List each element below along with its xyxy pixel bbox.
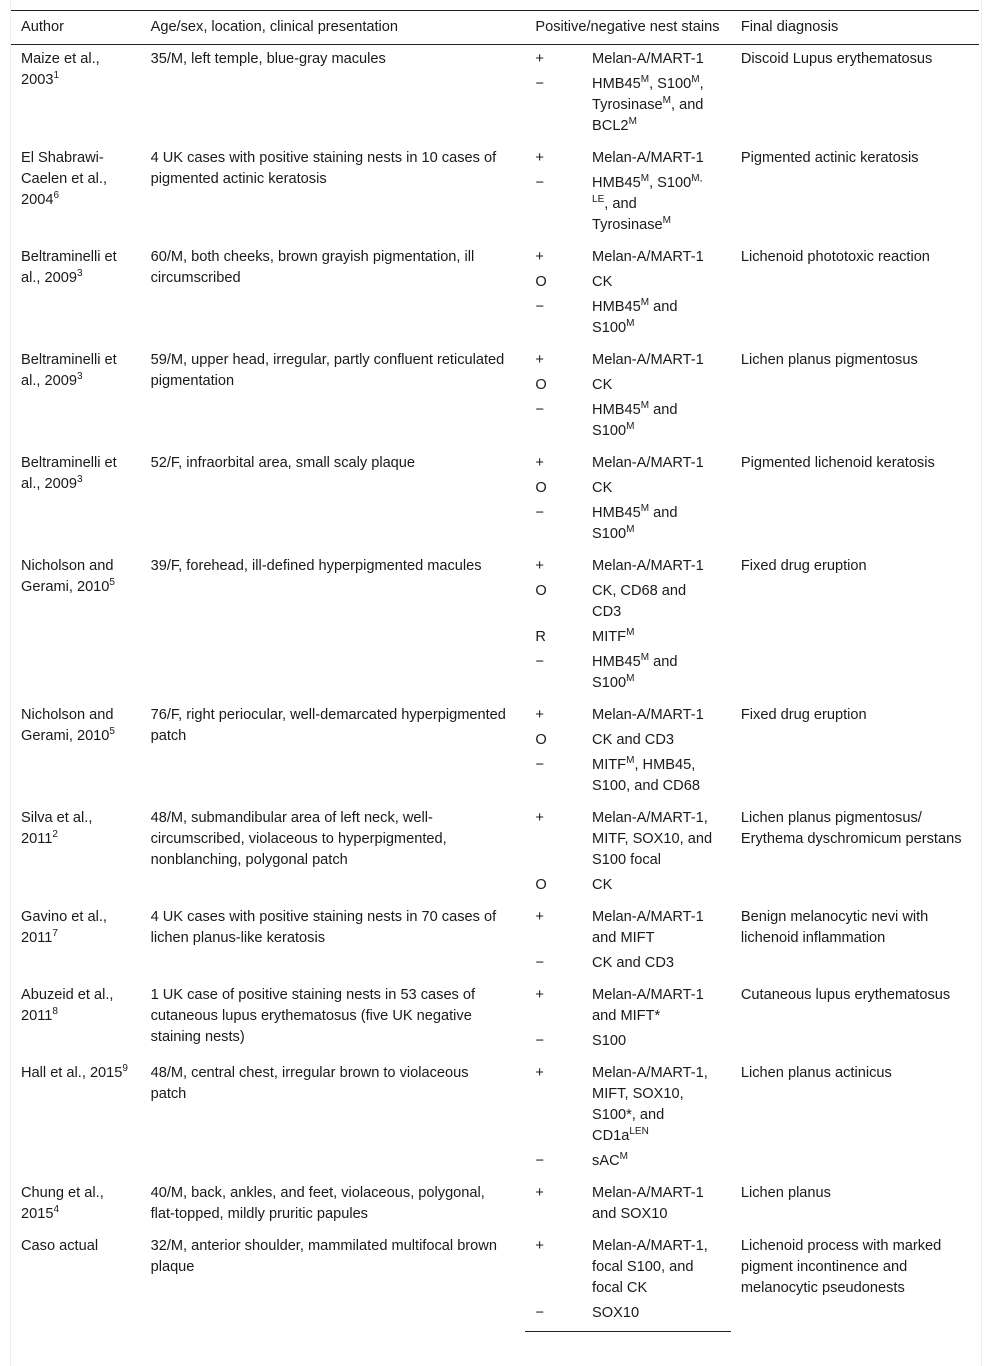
cell-diagnosis: Lichen planus pigmentosus/ Erythema dyschromicum perstans [740,810,962,847]
cell-stain-sign: + [535,810,544,826]
table-row [11,804,979,873]
table-row [11,1179,979,1232]
table-row [11,144,979,171]
cell-stain-sign: + [535,987,544,1003]
cell-stain-sign: + [535,1065,544,1081]
cell-stain-markers: CK [592,377,613,393]
cell-stain-sign: O [535,377,547,393]
cell-diagnosis: Lichenoid phototoxic reaction [740,249,930,265]
cell-author: Gavino et al., 2011$^7$ [21,909,107,946]
table-row [11,701,979,728]
cell-stain-sign: + [535,455,544,471]
cell-stain-sign: − [535,757,544,773]
cell-stain-sign: O [535,877,547,893]
cell-stain-sign: O [535,732,547,748]
table-row [11,449,979,476]
cell-author: Abuzeid et al., 2011$^8$ [21,987,114,1024]
cell-stain-sign: + [535,352,544,368]
cell-author: Beltraminelli et al., 2009$^3$ [21,352,117,389]
cell-stain-markers: Melan-A/MART-1 [592,352,704,368]
table-row [11,552,979,579]
cell-stain-markers: $HMB45^M$ and $S100^M$ [592,297,678,336]
cell-stain-sign: − [535,76,544,92]
cell-stain-markers: Melan-A/MART-1 [592,249,704,265]
cell-presentation: 52/F, infraorbital area, small scaly plaque [150,455,416,471]
table-body [11,45,979,1332]
cell-stain-markers: $MITF^M$ [592,627,635,645]
cell-stain-markers: Melan-A/MART-1 [592,51,704,67]
header-presentation: Age/sex, location, clinical presentation [141,11,526,45]
table-row [11,45,979,73]
header-stains: Positive/negative nest stains [525,11,731,45]
cell-stain-markers: Melan-A/MART-1 [592,455,704,471]
table-row [11,1232,979,1301]
cell-author: Nicholson and Gerami, 2010$^5$ [21,558,115,595]
cell-stain-sign: − [535,175,544,191]
cell-stain-markers: Melan-A/MART-1 [592,558,704,574]
cell-presentation: 59/M, upper head, irregular, partly confluent reticulated pigmentation [150,352,505,389]
cell-stain-markers: Melan-A/MART-1 and MIFT* [592,987,704,1024]
cell-presentation: 35/M, left temple, blue-gray macules [150,51,386,67]
table-header [11,11,979,45]
cell-stain-markers: S100 [592,1033,627,1049]
cell-stain-sign: O [535,480,547,496]
cell-stain-markers: sAC$^M$ [592,1151,628,1169]
cell-stain-markers: Melan-A/MART-1 and SOX10 [592,1185,704,1222]
cell-stain-sign: + [535,1238,544,1254]
cell-stain-markers: $HMB45^M$ and $S100^M$ [592,652,678,691]
cell-diagnosis: Pigmented lichenoid keratosis [740,455,935,471]
cell-stain-markers: CK and CD3 [592,955,674,971]
table-row [11,243,979,270]
cell-stain-sign: O [535,274,547,290]
cell-diagnosis: Discoid Lupus erythematosus [740,51,933,67]
cell-diagnosis: Lichenoid process with marked pigment incontinence and melanocytic pseudonests [740,1238,942,1296]
cell-stain-markers: Melan-A/MART-1, MIFT, SOX10, S100*, and $CD1a^{LEN}$ [592,1065,708,1144]
cell-stain-markers: CK and CD3 [592,732,674,748]
cell-presentation: 4 UK cases with positive staining nests in 70 cases of lichen planus-like keratosis [150,909,497,946]
cell-stain-markers: Melan-A/MART-1, focal S100, and focal CK [592,1238,708,1296]
cell-stain-sign: + [535,1185,544,1201]
cell-stain-sign: − [535,955,544,971]
cell-author: Chung et al., 2015$^4$ [21,1185,104,1222]
cell-stain-sign: − [535,1033,544,1049]
cell-diagnosis: Benign melanocytic nevi with lichenoid inflammation [740,909,929,946]
cell-stain-sign: − [525,1301,582,1332]
cell-presentation: 60/M, both cheeks, brown grayish pigmentation, ill circumscribed [150,249,475,286]
cell-author: Maize et al., 2003$^1$ [21,51,100,88]
cell-stain-sign: + [535,558,544,574]
cell-stain-markers: $HMB45^M$, $S100^M$, Tyrosinase$^M$, and $BCL2^M$ [592,74,704,134]
cell-stain-markers: CK [592,877,613,893]
cell-stain-markers: SOX10 [582,1301,731,1332]
cell-stain-markers: $MITF^M$, HMB45, S100, and CD68 [592,755,700,794]
cell-presentation: 32/M, anterior shoulder, mammilated multifocal brown plaque [150,1238,497,1275]
cell-presentation: 76/F, right periocular, well-demarcated hyperpigmented patch [150,707,506,744]
cell-stain-markers: $HMB45^M$ and $S100^M$ [592,503,678,542]
header-row [11,11,979,45]
cell-presentation: 1 UK case of positive staining nests in 53 cases of cutaneous lupus erythematosus (five UK negative staining nests) [150,987,476,1045]
cell-diagnosis: Lichen planus [740,1185,831,1201]
table-row [11,1059,979,1149]
cell-author: Silva et al., 2011$^2$ [21,810,93,847]
cell-presentation: 4 UK cases with positive staining nests in 10 cases of pigmented actinic keratosis [150,150,497,187]
cell-presentation: 48/M, central chest, irregular brown to violaceous patch [150,1065,469,1102]
header-diagnosis: Final diagnosis [731,11,979,45]
cell-stain-sign: − [535,505,544,521]
cell-stain-sign: − [535,1153,544,1169]
cell-diagnosis: Fixed drug eruption [740,558,867,574]
cell-stain-sign: − [535,299,544,315]
table-row [11,903,979,951]
cell-stain-markers: Melan-A/MART-1, MITF, SOX10, and S100 focal [592,810,713,868]
cell-diagnosis: Lichen planus actinicus [740,1065,892,1081]
cell-stain-markers: $HMB45^M$ and $S100^M$ [592,400,678,439]
cell-stain-markers: Melan-A/MART-1 [592,707,704,723]
cell-stain-sign: + [535,249,544,265]
cell-stain-markers: CK [592,480,613,496]
cell-author: Beltraminelli et al., 2009$^3$ [21,455,117,492]
cell-author: Nicholson and Gerami, 2010$^5$ [21,707,115,744]
cell-stain-markers: Melan-A/MART-1 [592,150,704,166]
cell-stain-markers: CK, CD68 and CD3 [592,583,687,620]
cell-stain-sign: + [535,150,544,166]
cell-presentation: 39/F, forehead, ill-defined hyperpigmented macules [150,558,482,574]
cell-stain-sign: O [535,583,547,599]
cell-author: Caso actual [21,1238,99,1254]
cell-presentation: 48/M, submandibular area of left neck, well-circumscribed, violaceous to hyperpigmented, nonblanching, polygonal patch [150,810,447,868]
cell-diagnosis: Fixed drug eruption [740,707,867,723]
header-author: Author [11,11,141,45]
cell-stain-markers: Melan-A/MART-1 and MIFT [592,909,704,946]
cell-stain-sign: + [535,909,544,925]
cell-stain-sign: R [535,629,546,645]
cell-author: Hall et al., 2015$^9$ [21,1063,128,1081]
cell-stain-sign: − [535,654,544,670]
cell-stain-sign: + [535,707,544,723]
cell-diagnosis: Lichen planus pigmentosus [740,352,918,368]
cell-stain-sign: + [535,51,544,67]
cell-diagnosis: Cutaneous lupus erythematosus [740,987,951,1003]
cell-diagnosis: Pigmented actinic keratosis [740,150,919,166]
cell-stain-markers: CK [592,274,613,290]
cell-stain-sign: − [535,402,544,418]
cell-presentation: 40/M, back, ankles, and feet, violaceous, polygonal, flat-topped, mildly pruritic papules [150,1185,485,1222]
table-row [11,981,979,1029]
clinical-cases-table [11,10,979,1332]
table-row [11,346,979,373]
cell-stain-markers: $HMB45^M$, $S100^{M,}$ $^{LE}$, and Tyrosinase$^M$ [592,173,703,233]
cell-author: El Shabrawi-Caelen et al., 2004$^6$ [21,150,107,208]
cell-author: Beltraminelli et al., 2009$^3$ [21,249,117,286]
